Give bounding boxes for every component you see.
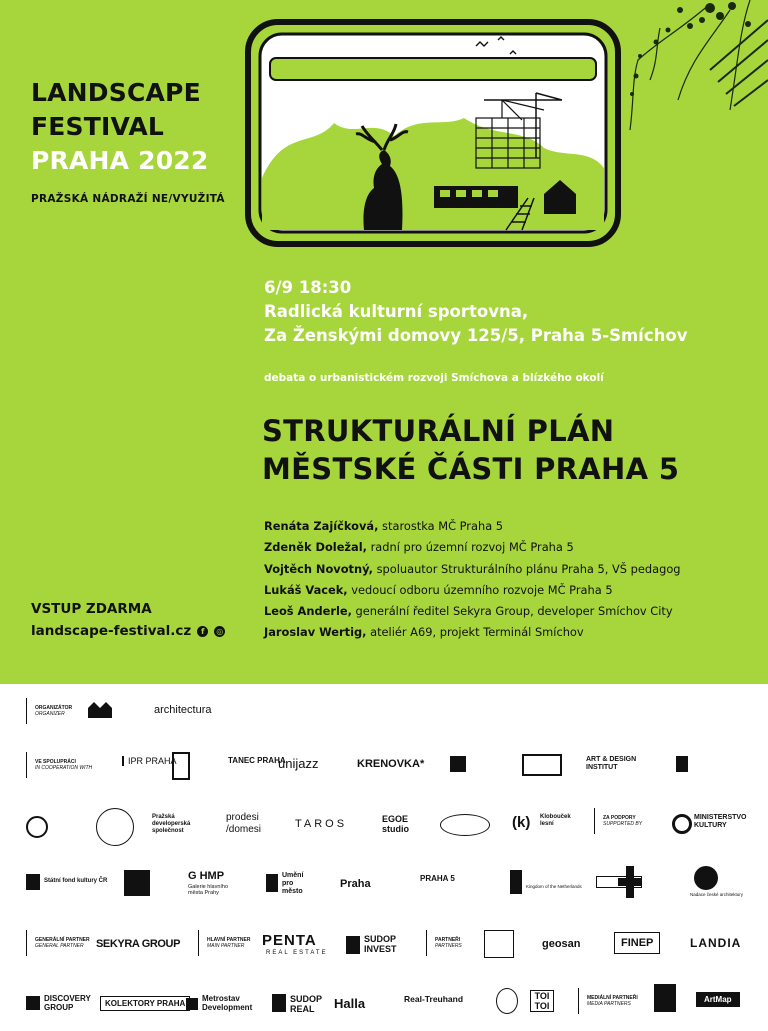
kolektory-logo: KOLEKTORY PRAHA xyxy=(100,996,190,1011)
train-window-illustration xyxy=(244,18,622,248)
partners-label: PARTNEŘI PARTNERS xyxy=(435,937,462,949)
headline xyxy=(262,412,679,488)
speaker-name: Lukáš Vacek, xyxy=(264,582,348,597)
umprum-logo xyxy=(522,754,562,776)
penta-logo: PENTA xyxy=(262,932,317,949)
sponsor-section xyxy=(0,684,768,1031)
prodesi-logo: prodesi /domesi xyxy=(226,812,262,835)
facebook-icon[interactable]: f xyxy=(197,626,208,637)
sfk-logo: Státní fond kultury ČR xyxy=(44,878,108,884)
media-partners-label: MEDIÁLNÍ PARTNEŘI MEDIA PARTNERS xyxy=(587,995,638,1007)
ministry-icon xyxy=(672,814,692,834)
speaker-item xyxy=(264,622,681,643)
general-partner-label: GENERÁLNÍ PARTNER GENERAL PARTNER xyxy=(35,937,90,949)
speaker-role: starostka MČ Praha 5 xyxy=(378,519,504,533)
main-partner-label: HLAVNÍ PARTNER MAIN PARTNER xyxy=(207,937,251,949)
klobouk-icon: (k) xyxy=(512,814,531,831)
ministry-logo: MINISTERSTVO KULTURY xyxy=(694,814,747,829)
speaker-name: Zdeněk Doležal, xyxy=(264,540,367,555)
sudop-invest-logo: SUDOP INVEST xyxy=(364,934,397,954)
support-row xyxy=(594,808,642,834)
zelezniny-logo xyxy=(440,814,490,836)
sfk-icon xyxy=(26,874,40,890)
speaker-name: Renáta Zajíčková, xyxy=(264,519,379,533)
headline-line2: MĚSTSKÉ ČÁSTI PRAHA 5 xyxy=(262,452,680,486)
ipr-praha-logo: IPR PRAHA xyxy=(122,756,177,766)
sekyra-group-logo: SEKYRA GROUP xyxy=(96,938,181,950)
instagram-icon[interactable]: ◎ xyxy=(214,626,225,637)
discovery-logo: DISCOVERY GROUP xyxy=(44,994,91,1012)
pds-logo: Pražská developerská společnost xyxy=(152,814,191,834)
galerie-logo xyxy=(88,700,116,718)
festival-subtitle: PRAŽSKÁ NÁDRAŽÍ NE/VYUŽITÁ xyxy=(31,193,225,205)
general-partner-row xyxy=(26,930,90,956)
umeni-logo: Umění pro město xyxy=(282,872,304,895)
ujep-logo xyxy=(676,756,688,772)
festival-title xyxy=(31,76,208,178)
architectura-logo: architectura xyxy=(154,704,212,716)
entry-info xyxy=(31,598,225,642)
speaker-item xyxy=(264,559,681,580)
art-design-institut-logo: ART & DESIGN INSTITUT xyxy=(586,756,637,771)
media-partners-row xyxy=(578,988,638,1014)
taros-logo: TAROS xyxy=(295,818,348,830)
event-venue: Radlická kulturní sportovna, xyxy=(264,302,529,321)
event-address: Za Ženskými domovy 125/5, Praha 5-Smíchov xyxy=(264,326,688,345)
cooperation-row xyxy=(26,752,92,778)
finep-logo: FINEP xyxy=(614,932,660,954)
event-info xyxy=(264,276,687,348)
toi-toi-logo: TOI TOI xyxy=(530,990,554,1012)
cooperation-label: VE SPOLUPRÁCI IN COOPERATION WITH xyxy=(35,759,93,771)
free-entry: VSTUP ZDARMA xyxy=(31,601,152,617)
nadace-icon xyxy=(694,866,718,890)
artmap-logo: ArtMap xyxy=(696,992,740,1007)
ghmp-logo: G HMP xyxy=(188,870,225,882)
fa-cvut-logo xyxy=(450,756,466,772)
svaz-logo xyxy=(26,816,48,838)
speaker-name: Leoš Anderle, xyxy=(264,604,352,619)
festival-title-line1: LANDSCAPE xyxy=(31,78,201,107)
metrostav-icon xyxy=(186,998,198,1010)
partners-row xyxy=(426,930,462,956)
media-partner-logo xyxy=(654,984,676,1012)
speaker-role: vedoucí odboru územního rozvoje MČ Praha 5 xyxy=(347,582,613,597)
speaker-name: Jaroslav Wertig, xyxy=(264,625,367,640)
penta-sub: REAL ESTATE xyxy=(266,950,328,956)
praha5-logo: PRAHA 5 xyxy=(420,874,455,883)
narodni-filmovy-archiv-logo xyxy=(96,808,134,846)
prazske-sluzby-logo xyxy=(484,930,514,958)
netherlands-logo: Kingdom of the Netherlands xyxy=(526,884,582,889)
metrostav-logo: Metrostav Development xyxy=(202,994,253,1012)
ghmp-sub: Galerie hlavního města Prahy xyxy=(188,884,229,896)
real-treuhand-logo: Real-Treuhand xyxy=(404,994,464,1004)
round-seal-logo xyxy=(496,988,518,1014)
praha-logo: Praha xyxy=(340,878,371,890)
fa-logo xyxy=(172,752,190,780)
sudop-real-icon xyxy=(272,994,286,1012)
praha-grid-logo xyxy=(124,870,150,896)
event-debate: debata o urbanistickém rozvoji Smíchova a blízkého okolí xyxy=(264,372,604,384)
geosan-logo: geosan xyxy=(542,938,581,950)
speaker-role: generální ředitel Sekyra Group, developer Smíchov City xyxy=(351,604,673,619)
speaker-role: spoluautor Strukturálního plánu Praha 5, VŠ pedagog xyxy=(372,561,681,576)
main-partner-row xyxy=(198,930,250,956)
tanec-praha-logo: TANEC PRAHA xyxy=(228,756,286,765)
nadace-logo: Nadace české architektury xyxy=(690,892,744,897)
event-datetime: 6/9 18:30 xyxy=(264,278,352,297)
speaker-role: radní pro územní rozvoj MČ Praha 5 xyxy=(366,540,574,555)
sudop-icon xyxy=(346,936,360,954)
support-label: ZA PODPORY SUPPORTED BY xyxy=(603,815,643,827)
speaker-item xyxy=(264,537,681,558)
speaker-item xyxy=(264,580,681,601)
headline-line1: STRUKTURÁLNÍ PLÁN xyxy=(262,414,615,448)
speaker-item xyxy=(264,516,681,537)
kloboucek-logo: Klobouček lesní xyxy=(540,814,571,827)
speaker-list xyxy=(264,516,681,644)
sudop-real-logo: SUDOP REAL xyxy=(290,994,322,1014)
organizer-label: ORGANIZÁTOR ORGANIZER xyxy=(35,705,73,717)
organizer-row xyxy=(26,698,72,724)
landia-logo: LANDIA xyxy=(690,936,742,950)
festival-title-line3: PRAHA 2022 xyxy=(31,146,209,175)
website-link[interactable]: landscape-festival.cz xyxy=(31,623,192,639)
netherlands-icon xyxy=(510,870,522,894)
plus-logo xyxy=(618,866,642,898)
speaker-name: Vojtěch Novotný, xyxy=(264,561,373,576)
unijazz-logo: unijazz xyxy=(278,756,319,771)
egoe-logo: EGOE studio xyxy=(382,814,409,834)
speaker-role: ateliér A69, projekt Terminál Smíchov xyxy=(366,625,584,640)
umeni-icon xyxy=(266,874,278,892)
discovery-icon xyxy=(26,996,40,1010)
festival-title-line2: FESTIVAL xyxy=(31,112,165,141)
halla-logo: Halla xyxy=(334,996,366,1011)
krenovka-logo: KRENOVKA* xyxy=(357,758,425,770)
speaker-item xyxy=(264,601,681,622)
